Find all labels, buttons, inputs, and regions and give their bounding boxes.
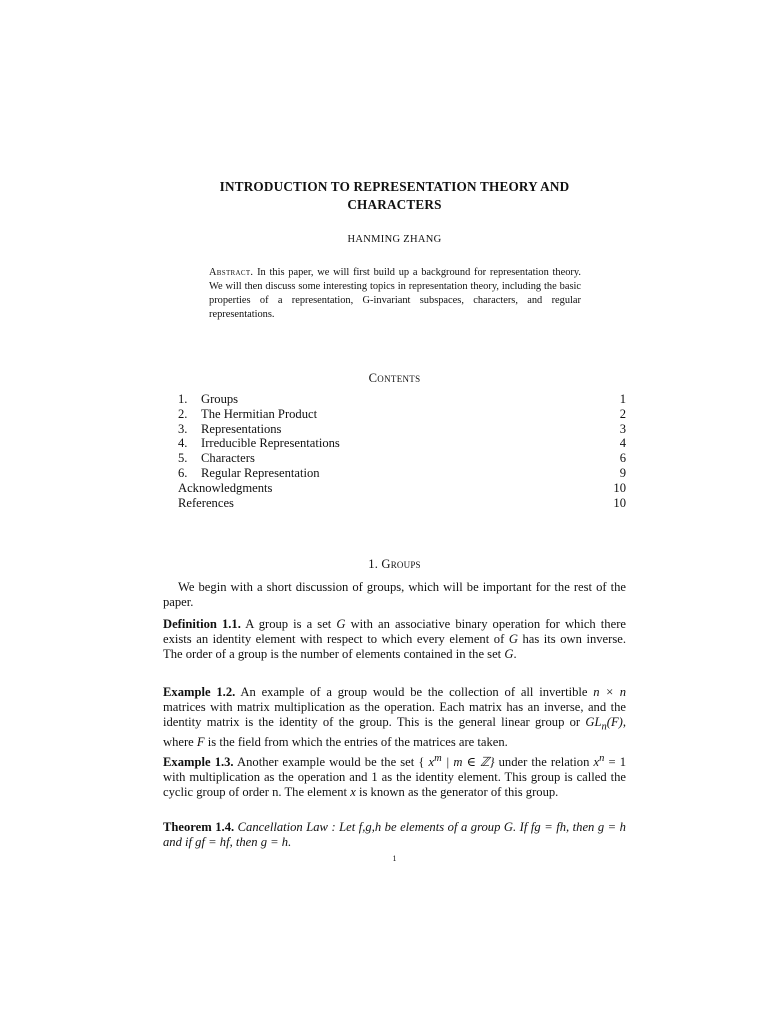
toc-entry-page: 2: [619, 406, 626, 421]
toc-entry[interactable]: [178, 436, 626, 451]
toc-entry-number: 5.: [178, 451, 188, 466]
toc-entry-page: 3: [619, 421, 626, 436]
example-label: Example 1.2.: [163, 685, 236, 699]
example-text: matrices with matrix multiplication as the operation. Each matrix has an inverse, and the identity matrix is the identity of the group. This is the general linear group or: [163, 699, 626, 729]
abstract: [209, 266, 581, 322]
paper-title: [163, 178, 626, 214]
example-1-3: [163, 752, 626, 800]
theorem-text: Cancellation Law : Let f,g,h be elements of a group G. If fg = fh, then g = h and if gf = hf, then g = h.: [163, 820, 626, 849]
example-text: Another example would be the set {: [237, 755, 425, 770]
toc-entry[interactable]: [178, 451, 626, 466]
toc-entry-title: Irreducible Representations: [201, 436, 340, 451]
toc-entry[interactable]: [178, 407, 626, 422]
math-var: G: [508, 631, 518, 646]
intro-paragraph: We begin with a short discussion of groups, which will be important for the rest of the paper.: [163, 580, 626, 609]
toc-entry-title: Representations: [201, 421, 282, 436]
math-expression: (F): [606, 714, 623, 729]
toc-entry-title: The Hermitian Product: [201, 406, 318, 421]
math-expression: n × n: [593, 685, 626, 699]
definition-text: has its own inverse. The order of a group is the number of elements contained in the set: [163, 631, 626, 661]
abstract-label: Abstract.: [209, 267, 254, 278]
toc-entry-title: Regular Representation: [201, 465, 320, 480]
math-expression: | m ∈ ℤ}: [445, 755, 495, 770]
math-expression: x: [428, 755, 435, 770]
toc-entry-page: 10: [613, 495, 626, 510]
toc-entry-number: 6.: [178, 465, 188, 480]
toc-entry[interactable]: [178, 392, 626, 407]
toc-entry-title: Groups: [201, 392, 239, 406]
toc-entry-page: 10: [613, 480, 626, 495]
toc-entry-page: 9: [619, 465, 626, 480]
toc-entry-title: Acknowledgments: [178, 480, 273, 495]
toc-entry-page: 6: [619, 451, 626, 466]
math-subscript: n: [601, 721, 607, 733]
definition-text: with an associative binary operation for which there exists an identity element with respect to which every element of: [163, 617, 626, 646]
toc-entry[interactable]: [178, 481, 626, 496]
toc-entry-number: 3.: [178, 421, 188, 436]
example-1-2: [163, 685, 626, 750]
toc-entry-number: 2.: [178, 406, 188, 421]
toc-entry-number: 1.: [178, 392, 188, 406]
toc-entry-title: References: [178, 495, 234, 510]
example-label: Example 1.3.: [163, 755, 234, 770]
definition-label: Definition 1.1.: [163, 617, 241, 631]
math-var: F: [196, 735, 205, 750]
math-expression: GL: [585, 714, 602, 729]
math-superscript: m: [434, 753, 442, 764]
author-name: HANMING ZHANG: [347, 234, 442, 245]
abstract-text: In this paper, we will first build up a background for representation theory. We will then discuss some interesting topics in representation theory, including the basic properties of a representation, G-invariant subspaces, characters, and regular representations.: [209, 267, 581, 320]
title-line-2: CHARACTERS: [347, 197, 442, 212]
theorem-label: Theorem 1.4.: [163, 820, 235, 834]
table-of-contents: [178, 392, 626, 510]
math-var: x: [350, 785, 356, 799]
definition-text: A group is a set: [245, 617, 332, 631]
math-expression: = 1: [608, 755, 626, 770]
example-text: is the field from which the entries of the matrices are taken.: [207, 735, 508, 750]
toc-entry-number: 4.: [178, 436, 188, 451]
theorem-1-4: [163, 820, 626, 850]
math-superscript: n: [599, 753, 605, 764]
contents-heading: Contents: [368, 371, 421, 385]
math-var: G: [336, 617, 346, 631]
math-var: G: [504, 646, 514, 661]
definition-1-1: [163, 617, 626, 662]
toc-entry-title: Characters: [201, 451, 255, 466]
toc-entry-page: 1: [619, 392, 626, 406]
toc-entry[interactable]: [178, 422, 626, 437]
definition-text: .: [513, 646, 517, 661]
example-text: An example of a group would be the collection of all invertible: [240, 685, 588, 699]
title-line-1: INTRODUCTION TO REPRESENTATION THEORY AND: [219, 179, 570, 194]
math-expression: x: [593, 755, 600, 770]
page-number: 1: [392, 854, 397, 863]
section-heading-groups: 1. Groups: [368, 557, 421, 571]
toc-entry-page: 4: [619, 436, 626, 451]
example-text: is known as the generator of this group.: [358, 785, 559, 799]
toc-entry[interactable]: [178, 466, 626, 481]
example-text: under the relation: [498, 755, 590, 770]
toc-entry[interactable]: [178, 496, 626, 511]
example-text: , where: [163, 714, 627, 750]
example-text: with multiplication as the operation and 1 as the identity element. This group is called the cyclic group of order n. The element: [163, 770, 626, 799]
